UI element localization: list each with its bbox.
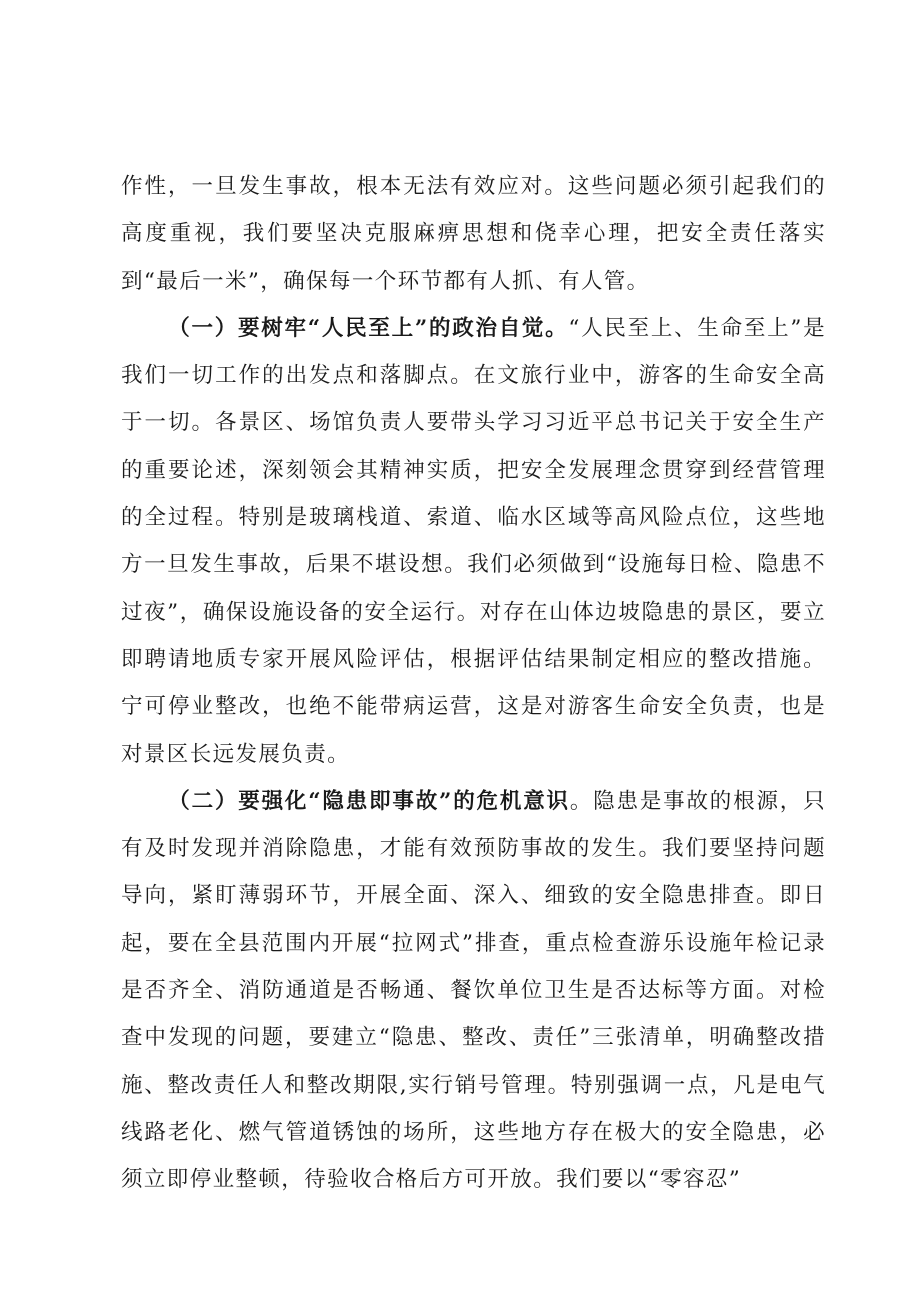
paragraph-section-1 (121, 305, 826, 778)
paragraph-continuation (121, 163, 826, 305)
section-heading-2: （二）要强化“隐患即事故”的危机意识 (168, 788, 570, 814)
paragraph-text: 作性，一旦发生事故，根本无法有效应对。这些问题必须引起我们的高度重视，我们要坚决克服麻痹思想和侥幸心理，把安全责任落实到“最后一米”，确保每一个环节都有人抓、有人管。 (121, 174, 826, 294)
paragraph-text: “人民至上、生命至上”是我们一切工作的出发点和落脚点。在文旅行业中，游客的生命安全高于一切。各景区、场馆负责人要带头学习习近平总书记关于安全生产的重要论述，深刻领会其精神实质，把安全发展理念贯穿到经营管理的全过程。特别是玻璃栈道、索道、临水区域等高风险点位，这些地方一旦发生事故，后果不堪设想。我们必须做到“设施每日检、隐患不过夜”，确保设施设备的安全运行。对存在山体边坡隐患的景区，要立即聘请地质专家开展风险评估，根据评估结果制定相应的整改措施。宁可停业整改，也绝不能带病运营，这是对游客生命安全负责，也是对景区长远发展负责。 (121, 315, 826, 767)
paragraph-section-2 (121, 778, 826, 1204)
paragraph-text: 。隐患是事故的根源，只有及时发现并消除隐患，才能有效预防事故的发生。我们要坚持问题导向，紧盯薄弱环节，开展全面、深入、细致的安全隐患排查。即日起，要在全县范围内开展“拉网式”排查，重点检查游乐设施年检记录是否齐全、消防通道是否畅通、餐饮单位卫生是否达标等方面。对检查中发现的问题，要建立“隐患、整改、责任”三张清单，明确整改措施、整改责任人和整改期限,实行销号管理。特别强调一点，凡是电气线路老化、燃气管道锈蚀的场所，这些地方存在极大的安全隐患，必须立即停业整顿，待验收合格后方可开放。我们要以“零容忍” (121, 788, 826, 1193)
document-body (121, 163, 826, 1204)
section-heading-1: （一）要树牢“人民至上”的政治自觉。 (168, 315, 569, 341)
